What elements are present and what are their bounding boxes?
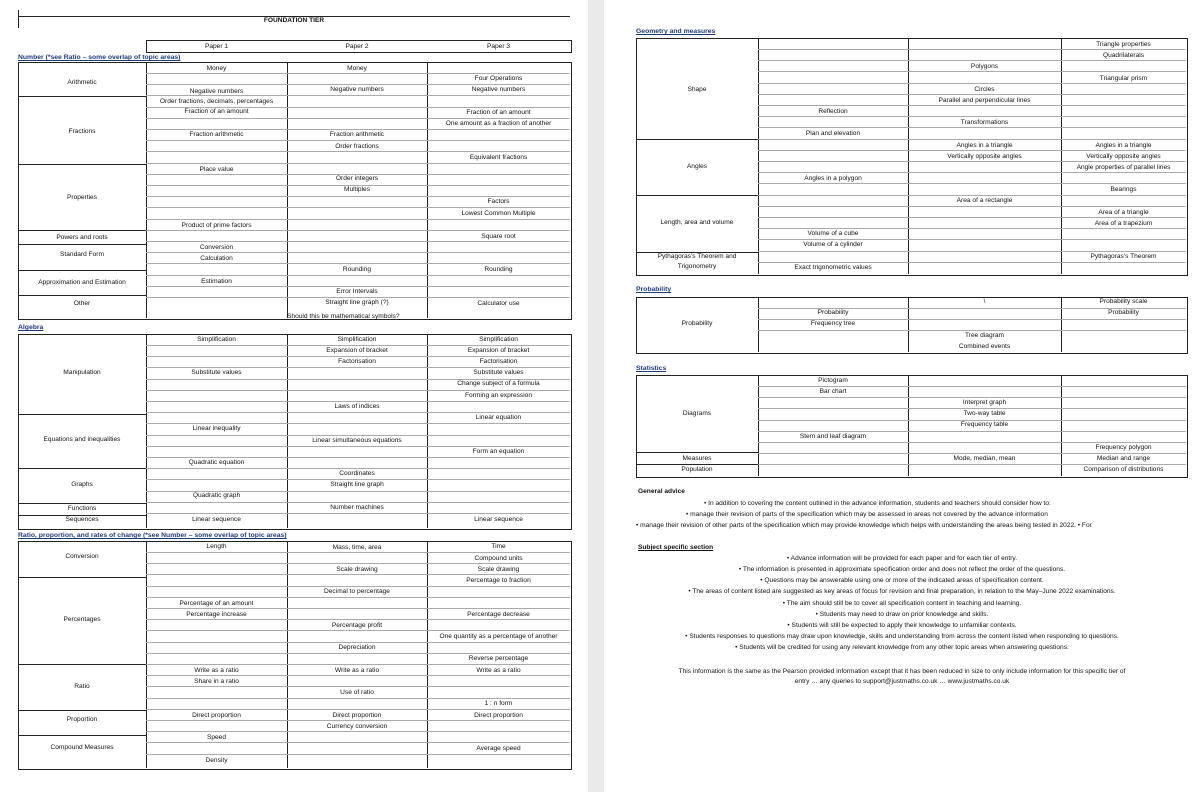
paper1-topic: Share in a ratio [194,678,239,685]
topic-label: Percentages [63,616,101,623]
row-rule [146,252,570,253]
row-rule [758,431,1186,432]
paper1-topic: Speed [206,734,227,741]
paper1-topic: Plan and elevation [805,130,861,137]
topic-label: Measures [682,455,712,462]
paper3-topic: Four Operations [474,75,523,82]
paper3-topic: Fraction of an amount [466,109,531,116]
row-rule [758,195,1186,196]
subject-specific-heading: Subject specific section [638,544,714,551]
row-rule [146,653,570,654]
paper1-topic: Linear inequality [192,425,241,432]
row-rule [146,630,570,631]
paper2-topic: Write as a ratio [334,667,380,674]
row-rule [758,397,1186,398]
footer-line: This information is the same as the Pearson provided information except that it has been reduced in size to only include information for this specific tier of [678,668,1126,675]
paper1-topic: Length [206,543,227,550]
row-rule [758,217,1186,218]
row-rule [146,446,570,447]
paper2-topic: Parallel and perpendicular lines [938,97,1031,104]
paper3-topic: Area of a triangle [1098,209,1149,216]
paper3-topic: Square root [481,233,516,240]
section-heading: Algebra [18,324,44,331]
section-heading: Number (*see Ratio – some overlap of topic areas) [18,54,181,61]
paper2-topic: Factorisation [338,358,376,365]
topic-label: Manipulation [63,369,101,376]
section-heading: Probability [636,286,672,293]
row-rule [758,408,1186,409]
paper2-topic: Expansion of bracket [326,347,388,354]
row-rule [146,390,570,391]
topic-rule [18,735,146,736]
topic-rule [18,230,146,231]
paper1-topic: Fraction of an amount [184,108,249,115]
topic-rule [18,270,146,271]
row-rule [146,423,570,424]
paper2-topic: Currency conversion [326,723,388,730]
paper3-topic: Expansion of bracket [467,347,530,354]
row-rule [146,140,570,141]
topic-label: Graphs [71,481,93,488]
topic-rule [18,244,146,245]
row-rule [758,386,1186,387]
row-rule [758,150,1186,151]
paper3-topic: Quadrilaterals [1102,52,1145,59]
paper2-topic: Multiples [343,186,371,193]
paper2-topic: Two-way table [963,410,1006,417]
paper3-topic: Linear sequence [474,516,523,523]
paper2-topic: Money [347,65,367,72]
paper3-topic: One quantity as a percentage of another [439,633,558,640]
paper3-topic: Vertically opposite angles [1086,153,1161,160]
column-divider [427,62,428,318]
row-rule [758,206,1186,207]
row-rule [146,230,570,231]
topic-label: Diagrams [682,410,712,417]
subject-line: • Students responses to questions may draw upon knowledge, skills and understanding from across the content listed when responding to questions. [685,633,1119,640]
topic-rule [636,195,758,196]
topic-label: Approximation and Estimation [38,279,126,286]
foundation-tier-page [0,0,588,792]
row-rule [758,251,1186,252]
topic-label: Functions [67,505,97,512]
paper3-topic: Triangular prism [1099,75,1148,82]
paper1-topic: Bar chart [819,388,847,395]
row-rule [758,239,1186,240]
row-rule [146,297,570,298]
row-rule [758,161,1186,162]
topic-label: Arithmetic [67,79,97,86]
topic-label: Other [73,300,91,307]
topic-label: Shape [687,86,707,93]
paper3-topic: Pythagoras's Theorem [1090,253,1157,260]
row-rule [146,597,570,598]
paper3-topic: Bearings [1110,186,1137,193]
paper1-topic: Product of prime factors [181,222,252,229]
paper3-topic: Probability [1108,309,1139,316]
row-rule [146,241,570,242]
paper1-topic: Write as a ratio [194,667,239,674]
row-rule [146,275,570,276]
topic-label: Properties [66,194,98,201]
row-rule [146,608,570,609]
paper3-topic: Scale drawing [477,566,520,573]
topic-label: Compound Measures [50,744,114,751]
section-heading: Geometry and measures [636,28,716,35]
topic-label: Sequences [65,516,99,523]
paper-header: Paper 1 [204,43,229,50]
subject-line: • Students will still be expected to apply their knowledge to unfamiliar contexts. [787,622,1017,629]
paper1-topic: Volume of a cylinder [803,241,863,248]
row-rule [146,754,570,755]
topic-rule [636,464,758,465]
paper1-topic: Substitute values [191,369,242,376]
paper3-topic: Negative numbers [471,86,526,93]
paper3-topic: Angle properties of parallel lines [1076,164,1171,171]
row-rule [146,163,570,164]
row-rule [146,720,570,721]
paper3-topic: Equivalent fractions [469,154,528,161]
topic-label: Fractions [68,128,96,135]
topic-rule [636,139,758,140]
topic-rule [18,710,146,711]
row-rule [758,442,1186,443]
row-rule [146,552,570,553]
paper3-topic: Factorisation [479,358,518,365]
paper2-topic: Depreciation [338,644,376,651]
row-rule [758,228,1186,229]
row-rule [146,513,570,514]
paper1-topic: Conversion [199,244,234,251]
paper1-topic: Estimation [201,278,232,285]
subject-line: • Students will be credited for using any relevant knowledge from any other topic areas when answering questions. [735,644,1069,651]
paper2-topic: Transformations [960,119,1009,126]
paper3-topic: Triangle properties [1096,41,1151,48]
row-rule [146,586,570,587]
row-rule [146,563,570,564]
row-rule [146,664,570,665]
topic-label: Equations and inequalities [43,436,121,443]
general-advice-heading: General advice [638,488,685,495]
paper2-topic: Fraction arithmetic [329,131,385,138]
row-rule [146,457,570,458]
paper1-topic: Quadratic graph [192,492,241,499]
paper3-topic: Factors [487,198,510,205]
paper2-topic: Direct proportion [332,712,382,719]
topic-label: Probability [681,320,713,327]
paper1-topic: Negative numbers [189,88,244,95]
row-rule [146,619,570,620]
row-rule [146,401,570,402]
paper3-topic: Angles in a triangle [1095,142,1152,149]
row-rule [146,356,570,357]
paper3-topic: Percentage decrease [467,611,530,618]
row-rule [146,412,570,413]
topic-label: Conversion [65,553,99,560]
paper1-topic: Volume of a cube [807,230,859,237]
paper1-topic: Calculation [200,255,233,262]
subject-line: • Advance information will be provided for each paper and for each tier of entry. [786,555,1018,562]
paper2-topic: Percentage profit [331,622,383,629]
paper2-topic: Use of ratio [340,689,374,696]
topic-rule [636,452,758,453]
topic-label: Angles [686,163,708,170]
paper1-topic: Reflection [818,108,848,115]
paper1-topic: Probability [817,309,849,316]
paper1-topic: Place value [199,166,234,173]
row-rule [146,286,570,287]
paper1-topic: Linear sequence [192,516,241,523]
paper-header-row [146,40,572,53]
paper2-topic: Laws of indices [334,403,380,410]
topic-label: Proportion [66,716,98,723]
row-rule [758,94,1186,95]
paper2-topic: Scale drawing [336,566,378,573]
paper3-topic: Probability scale [1099,298,1148,305]
paper2-topic: Straight line graph (?) [325,299,389,306]
topic-label: Trigonometry [677,263,717,270]
paper3-topic: 1 : n form [484,700,513,707]
topic-rule [18,414,146,415]
paper2-topic: Mass, time, area [332,544,382,551]
topic-rule [18,664,146,665]
advice-line: • In addition to covering the content outlined in the advance information, students and teachers should consider how to: [704,500,1051,507]
section-heading: Statistics [636,365,667,372]
paper1-topic: Angles in a polygon [804,175,862,182]
paper2-topic: Simplification [337,336,377,343]
advice-line: • manage their revision of parts of the specification which may be assessed in areas not covered by the advance information [686,511,1048,518]
paper2-topic: Order integers [335,175,379,182]
row-rule [146,196,570,197]
paper3-topic: Simplification [479,336,518,343]
topic-rule [18,164,146,165]
paper3-topic: Calculator use [477,300,520,307]
row-rule [146,435,570,436]
section-heading: Ratio, proportion, and rates of change (*see Number – some overlap of topic areas) [18,532,287,539]
paper1-topic: Density [205,757,228,764]
paper3-topic: Reverse percentage [468,655,529,662]
paper2-topic: \ [983,298,986,305]
column-divider [287,541,288,768]
paper2-topic: Mode, median, mean [953,455,1016,462]
paper1-topic: Percentage increase [186,611,247,618]
paper3-topic: Change subject of a formula [457,380,540,387]
row-rule [146,367,570,368]
paper2-topic: Combined events [958,343,1011,350]
topic-label: Standard Form [60,251,104,258]
row-rule [146,207,570,208]
paper3-topic: Time [491,543,506,550]
row-rule [146,129,570,130]
geometry-statistics-page [604,0,1200,792]
paper2-topic: Angles in a triangle [956,142,1013,149]
paper2-topic: Straight line graph [330,481,384,488]
paper2-topic: Order fractions [335,143,379,150]
topic-label: Powers and roots [56,234,108,241]
topic-label: Length, area and volume [660,219,734,226]
paper3-topic: One amount as a fraction of another [445,120,552,127]
paper2-topic: Tree diagram [965,332,1004,339]
paper3-topic: Frequency polygon [1095,444,1152,451]
row-rule [758,172,1186,173]
row-rule [758,60,1186,61]
row-rule [146,84,570,85]
topic-label: Population [681,466,713,473]
paper2-topic: Vertically opposite angles [947,153,1022,160]
topic-rule [18,468,146,469]
paper2-topic: Area of a rectangle [956,197,1013,204]
row-rule [146,219,570,220]
row-rule [758,139,1186,140]
paper2-topic: Error Intervals [336,288,378,295]
paper2-topic: Linear simultaneous equations [312,437,402,444]
row-rule [758,127,1186,128]
row-rule [758,262,1186,263]
subject-line: • The information is presented in approximate specification order and does not reflect the order of the questions. [738,566,1066,573]
row-rule [146,642,570,643]
row-rule [758,330,1186,331]
row-rule [146,73,570,74]
paper3-topic: Area of a trapezium [1094,220,1153,227]
row-rule [758,464,1186,465]
paper3-topic: Direct proportion [474,712,523,719]
tier-title: FOUNDATION TIER [263,17,325,24]
row-rule [146,731,570,732]
row-rule [758,71,1186,72]
row-rule [146,118,570,119]
topic-label: Ratio [74,683,90,690]
paper2-topic: Circles [974,86,995,93]
advice-line: • manage their revision of other parts of the specification which may provide knowledge which helps with understanding the areas being tested in 2022. • For [636,522,1092,529]
row-rule [758,116,1186,117]
paper1-topic: Fraction arithmetic [189,131,244,138]
paper1-topic: Exact trigonometric values [794,264,872,271]
paper1-topic: Money [206,65,227,72]
topic-rule [18,577,146,578]
paper2-topic: Number machines [330,504,384,511]
subject-line: • The aim should still be to cover all specification content in teaching and learning. [782,600,1022,607]
paper3-topic: Median and range [1096,455,1151,462]
row-rule [758,183,1186,184]
paper3-topic: Compound units [474,555,523,562]
paper1-topic: Order fractions, decimals, percentages [159,98,274,105]
row-rule [758,49,1186,50]
row-rule [758,453,1186,454]
paper3-topic: Comparison of distributions [1083,466,1164,473]
row-rule [146,502,570,503]
paper-header: Paper 3 [486,43,511,50]
row-rule [146,574,570,575]
subject-line: • The areas of content listed are suggested as key areas of focus for revision and final preparation, in relation to the May–June 2022 examinations. [688,588,1116,595]
paper1-topic: Quadratic equation [188,459,245,466]
annotation-note: Should this be mathematical symbols? [287,313,400,320]
row-rule [758,83,1186,84]
paper1-topic: Stem and leaf diagram [799,433,867,440]
paper2-topic: Decimal to percentage [324,588,390,595]
paper1-topic: Percentage of an amount [179,600,254,607]
paper2-topic: Interpret graph [962,399,1007,406]
row-rule [146,675,570,676]
paper3-topic: Lowest Common Multiple [461,210,536,217]
topic-label: Pythagoras's Theorem and [657,253,737,260]
paper1-topic: Frequency tree [810,320,856,327]
paper2-topic: Coordinates [339,470,375,477]
paper3-topic: Linear equation [475,414,522,421]
subject-line: • Questions may be answerable using one or more of the indicated areas of specification content. [760,577,1044,584]
topic-rule [18,503,146,504]
paper3-topic: Average speed [476,745,521,752]
paper2-topic: Negative numbers [330,86,384,93]
paper-header: Paper 2 [345,43,369,50]
paper1-topic: Simplification [197,336,236,343]
paper3-topic: Write as a ratio [476,667,521,674]
row-rule [146,686,570,687]
paper2-topic: Polygons [970,63,999,70]
subject-line: • Students may need to draw on prior knowledge and skills. [815,611,989,618]
paper3-topic: Form an equation [472,448,525,455]
topic-rule [18,295,146,296]
paper3-topic: Forming an expression [464,392,533,399]
row-rule [146,468,570,469]
paper3-topic: Substitute values [473,369,524,376]
topic-rule [18,96,146,97]
row-rule [146,263,570,264]
paper3-topic: Percentage to fraction [466,577,531,584]
row-rule [758,105,1186,106]
row-rule [146,151,570,152]
row-rule [146,479,570,480]
paper2-topic: Frequency table [960,421,1009,428]
paper2-topic: Rounding [342,266,372,273]
row-rule [146,742,570,743]
paper3-topic: Rounding [484,266,513,273]
row-rule [146,698,570,699]
paper1-topic: Direct proportion [192,712,241,719]
row-rule [146,709,570,710]
footer-line: entry … any queries to support@justmaths.co.uk … www.justmaths.co.uk [794,678,1010,685]
paper1-topic: Pictogram [818,377,848,384]
row-rule [146,345,570,346]
